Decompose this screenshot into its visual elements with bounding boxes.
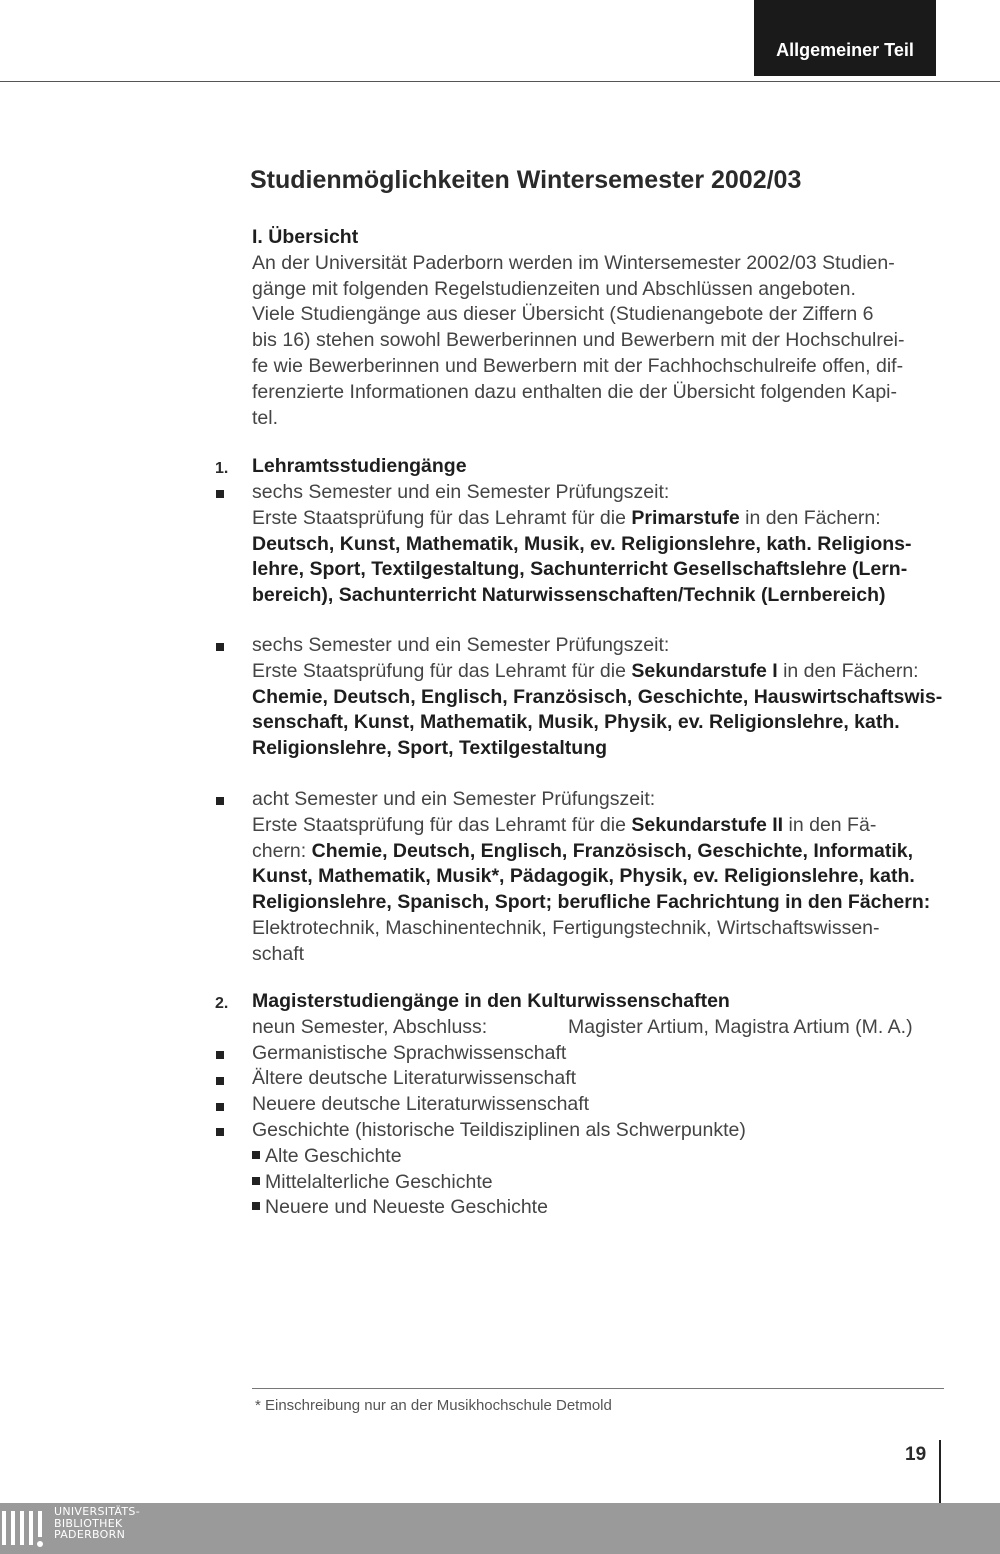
- bullet-icon: [252, 1177, 260, 1185]
- overview-line: bis 16) stehen sowohl Bewerberinnen und Bewerbern mit der Hochschulrei-: [252, 329, 905, 352]
- overview-line: tel.: [252, 406, 279, 429]
- section-label-tab: [754, 0, 936, 76]
- section-heading: Magisterstudiengänge in den Kulturwissenschaften: [252, 990, 730, 1012]
- sub-list-item: Alte Geschichte: [252, 1144, 942, 1170]
- sub-list-item: Mittelalterliche Geschichte: [252, 1170, 942, 1196]
- overview-section: [252, 225, 942, 431]
- bullet-icon: [216, 797, 224, 805]
- overview-line: Viele Studiengänge aus dieser Übersicht (Studienangebote der Ziffern 6: [252, 303, 874, 326]
- bullet-icon: [216, 1103, 224, 1111]
- list-item: Geschichte (historische Teildisziplinen als Schwerpunkte): [252, 1118, 746, 1141]
- list-item: Germanistische Sprachwissenschaft: [252, 1041, 567, 1064]
- bullet-icon: [252, 1151, 260, 1159]
- page-number-rule: [939, 1440, 941, 1504]
- bullet-icon: [216, 1128, 224, 1136]
- library-name: UNIVERSITÄTS- BIBLIOTHEK PADERBORN: [54, 1505, 140, 1541]
- page-number: 19: [905, 1444, 927, 1465]
- bullet-icon: [216, 1077, 224, 1085]
- list-item: Neuere deutsche Literaturwissenschaft: [252, 1093, 590, 1116]
- section-heading: Lehramtsstudiengänge: [252, 455, 467, 477]
- degree-text: Magister Artium, Magistra Artium (M. A.): [568, 1015, 913, 1038]
- section-label: Allgemeiner Teil: [776, 39, 914, 60]
- duration-text: neun Semester, Abschluss:: [252, 1015, 488, 1038]
- overview-line: gänge mit folgenden Regelstudienzeiten und Abschlüssen angeboten.: [252, 277, 856, 300]
- list-item: acht Semester und ein Semester Prüfungszeit: Erste Staatsprüfung für das Lehramt für die Sekundarstufe II in den Fä- chern: Chemie, Deutsch, Englisch, Französisch, Geschichte, Informatik, Kunst, Mathematik, Musik*, Pädagogik, Physik, ev. Religionslehre, kath. Religionslehre, Spanisch, Sport; berufliche Fachrichtung in den Fächern: Elektrotechnik, Maschinentechnik, Fertigungstechnik, Wirtschaftswissen- schaft: [252, 788, 931, 965]
- footnote-rule: [252, 1388, 944, 1389]
- list-item: sechs Semester und ein Semester Prüfungszeit: Erste Staatsprüfung für das Lehramt für die Sekundarstufe I in den Fächern: Chemie, Deutsch, Englisch, Französisch, Geschichte, Hauswirtschaftswis- senschaft, Kunst, Mathematik, Musik, Physik, ev. Religionslehre, kath. Religionslehre, Sport, Textilgestaltung: [252, 634, 943, 760]
- library-logo-icon: [2, 1509, 46, 1549]
- overview-line: fe wie Bewerberinnen und Bewerbern mit der Fachhochschulreife offen, dif-: [252, 354, 904, 377]
- section-2: [252, 989, 942, 1221]
- bullet-icon: [216, 1051, 224, 1059]
- bullet-icon: [216, 490, 224, 498]
- sub-list-item: Neuere und Neueste Geschichte: [252, 1195, 942, 1221]
- bullet-icon: [252, 1202, 260, 1210]
- overview-line: ferenzierte Informationen dazu enthalten die der Übersicht folgenden Kapi-: [252, 380, 897, 403]
- list-item: Ältere deutsche Literaturwissenschaft: [252, 1067, 577, 1090]
- overview-heading: I. Übersicht: [252, 226, 359, 248]
- header-rule: [0, 81, 1000, 82]
- section-number: 1.: [215, 460, 229, 477]
- library-footer-bar: [0, 1503, 1000, 1554]
- overview-line: An der Universität Paderborn werden im Wintersemester 2002/03 Studien-: [252, 251, 895, 274]
- bullet-icon: [216, 643, 224, 651]
- section-number: 2.: [215, 995, 229, 1012]
- list-item: sechs Semester und ein Semester Prüfungszeit: Erste Staatsprüfung für das Lehramt für die Primarstufe in den Fächern: Deutsch, Kunst, Mathematik, Musik, ev. Religionslehre, kath. Religions- lehre, Sport, Textilgestaltung, Sachunterricht Gesellschaftslehre (Lern- bereich), Sachunterricht Naturwissenschaften/Technik (Lernbereich): [252, 481, 912, 607]
- page-title: Studienmöglichkeiten Wintersemester 2002/03: [250, 166, 802, 194]
- footnote: * Einschreibung nur an der Musikhochschule Detmold: [255, 1397, 612, 1414]
